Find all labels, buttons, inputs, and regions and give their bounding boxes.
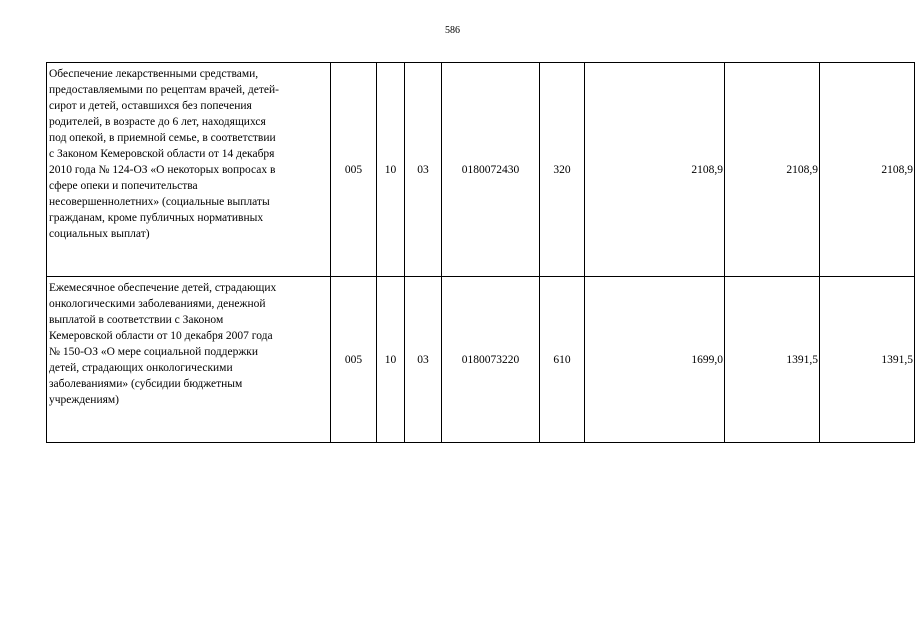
amount-3-cell: 2108,9 [820,63,915,277]
description-line: несовершеннолетних» (социальные выплаты [49,196,270,208]
ministry-code-cell: 005 [331,63,377,277]
description-line: гражданам, кроме публичных нормативных [49,212,264,224]
description-line: детей, страдающих онкологическими [49,362,233,374]
description-line: Обеспечение лекарственными средствами, [49,68,259,80]
description-line: сфере опеки и попечительства [49,180,198,192]
amount-2-cell: 2108,9 [725,63,820,277]
target-article-cell: 0180073220 [442,277,540,443]
description-line: родителей, в возрасте до 6 лет, находящихся [49,116,266,128]
description-line: выплатой в соответствии с Законом [49,314,224,326]
target-article-cell: 0180072430 [442,63,540,277]
description-line: Ежемесячное обеспечение детей, страдающих [49,282,277,294]
amount-1-cell: 2108,9 [585,63,725,277]
description-line: 2010 года № 124-ОЗ «О некоторых вопросах в [49,164,276,176]
description-line: № 150-ОЗ «О мере социальной поддержки [49,346,259,358]
budget-table [46,62,915,443]
description-line: социальных выплат) [49,228,150,240]
row-description [47,277,331,443]
page-number: 586 [445,25,460,36]
description-line: Кемеровской области от 10 декабря 2007 года [49,330,273,342]
amount-1-cell: 1699,0 [585,277,725,443]
row-description [47,63,331,277]
description-line: сирот и детей, оставшихся без попечения [49,100,252,112]
subsection-cell: 03 [405,277,442,443]
section-cell: 10 [377,277,405,443]
description-line: заболеваниями» (субсидии бюджетным [49,378,243,390]
table-row [47,63,915,277]
expense-type-cell: 320 [540,63,585,277]
description-line: учреждениям) [49,394,119,406]
subsection-cell: 03 [405,63,442,277]
description-line: с Законом Кемеровской области от 14 декабря [49,148,275,160]
ministry-code-cell: 005 [331,277,377,443]
description-line: предоставляемыми по рецептам врачей, детей- [49,84,279,96]
description-line: под опекой, в приемной семье, в соответствии [49,132,276,144]
section-cell: 10 [377,63,405,277]
table-row [47,277,915,443]
description-line: онкологическими заболеваниями, денежной [49,298,266,310]
amount-3-cell: 1391,5 [820,277,915,443]
expense-type-cell: 610 [540,277,585,443]
amount-2-cell: 1391,5 [725,277,820,443]
